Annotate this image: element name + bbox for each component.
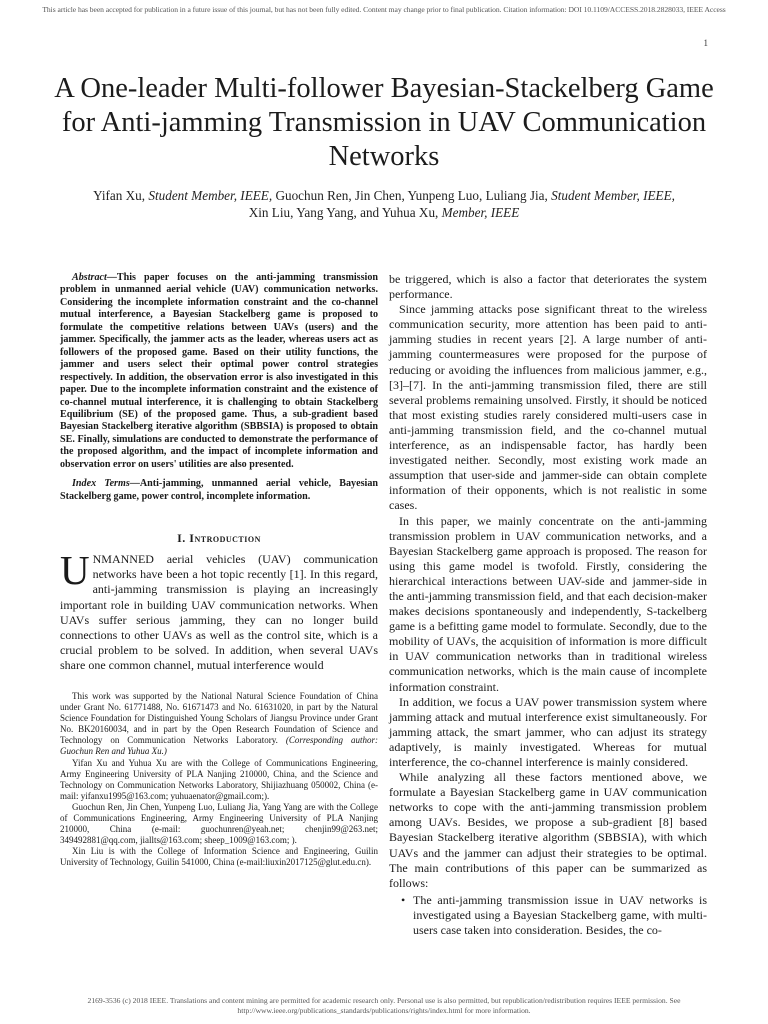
body-paragraph: Since jamming attacks pose significant threat to the wireless communication security, more attention has been paid to anti-jamming studies in recent years [2]. A large number of anti-jamming countermeasures were proposed for the purpose of reducing or avoiding the influences from malicious jammer, e.g., [3]–[7]. In the anti-jamming transmission filed, there are still several problems remaining unsolved. Firstly, it should be noticed that most existing studies rarely considered multi-users case in anti-jamming transmission field, and the co-channel mutual interference, as an indispensable factor, has hardly been investigated neither. Secondly, most existing work made an assumption that user-side and jammer-side can obtain complete information of their opponents, which is not realistic in some cases.	[389, 302, 707, 513]
left-column	[60, 272, 378, 869]
author-text: Xin Liu, Yang Yang, and Yuhua Xu,	[248, 205, 442, 220]
author-list	[40, 187, 728, 221]
membership-note: Member, IEEE	[441, 205, 520, 220]
body-paragraph: In addition, we focus a UAV power transmission system where jamming attack and mutual interference exist simultaneously. For jamming attack, the smart jammer, who can adjust its strategy adaptively, is mainly investigated. Whereas for mutual interference, the co-channel interference is mainly considered.	[389, 694, 707, 769]
author-text: Guochun Ren, Jin Chen, Yunpeng Luo, Luliang Jia,	[272, 188, 552, 203]
body-paragraph: be triggered, which is also a factor that deteriorates the system performance.	[389, 272, 707, 302]
list-item-text: The anti-jamming transmission issue in UAV networks is investigated using a Bayesian Stackelberg game, with multi-users case taken into consideration. Besides, the co-	[413, 892, 707, 938]
index-terms	[60, 478, 378, 503]
right-column	[389, 272, 707, 938]
abstract-text: —This paper focuses on the anti-jamming transmission problem in unmanned aerial vehicle (UAV) communication networks. Considering the incomplete information constraint and the co-channel mutual interference, a Bayesian Stackelberg game is proposed to formulate the competitive relations between UAVs (users) and the jammer. Specifically, the jammer acts as the leader, whereas users act as followers of the proposed game. Based on their utility functions, the jammer and users select their optimal power control strategies respectively. In addition, the observation error is also investigated in this paper. Due to the incomplete information constraint and the existence of co-channel mutual interference, it is challenging to obtain Stackelberg Equilibrium (SE) of the proposed game. Thus, a sub-gradient based Bayesian Stackelberg iterative algorithm (SBBSIA) is proposed to obtain SE. Finally, simulations are conducted to demonstrate the performance of the proposed algorithm, and the impact of incomplete information and observation error on users' utilities are also presented.	[60, 272, 378, 470]
bullet-icon: •	[401, 892, 406, 907]
index-terms-label: Index Terms	[72, 478, 130, 490]
list-item	[389, 893, 707, 938]
body-paragraph: While analyzing all these factors mentioned above, we formulate a Bayesian Stackelberg game in UAV communication networks to cope with the anti-jamming transmission problem among UAVs. Besides, we propose a sub-gradient [8] based Bayesian Stackelberg iterative algorithm (SBBSIA), with which UAVs and the jammer can adjust their strategies to be optimal. The main contributions of this paper can be summarized as follows:	[389, 770, 707, 890]
section-heading-introduction: I. Introduction	[177, 531, 261, 546]
contribution-list	[389, 893, 707, 938]
copyright-footer	[0, 996, 768, 1016]
drop-cap: U	[60, 547, 90, 594]
page-number: 1	[703, 38, 708, 48]
journal-acceptance-notice: This article has been accepted for publication in a future issue of this journal, but has not been fully edited. Content may change prior to final publication. Citation information: DOI 10.1109/ACCESS.2018.2828033, IEEE Access	[42, 5, 726, 14]
footnotes	[60, 691, 378, 869]
body-paragraph: In this paper, we mainly concentrate on the anti-jamming transmission problem in UAV communication networks, and a Bayesian Stackelberg game approach is proposed. The reason for using this game model is twofold. Firstly, considering the hierarchical interactions between UAV-side and jammer-side in the anti-jamming transmission field, and that each decision-maker makes decisions spontaneously and independently, S-tackelberg game is a befitting game model to formulate. Secondly, due to the mobility of UAVs, the acquisition of information is more difficult in UAV communication networks than in traditional wireless communication networks, which is the main cause of incomplete information constraint.	[389, 513, 707, 694]
footnote-funding-text: This work was supported by the National Natural Science Foundation of China under Grant No. 61771488, No. 61671473 and No. 61631020, in part by the Natural Science Foundation for Distinguished Young Scholars of Jiangsu Province under Grant No. BK20160034, and in part by the Open Research Foundation of Science and Technology on Communication Networks Laboratory.	[60, 691, 378, 746]
introduction-paragraph	[60, 547, 378, 673]
abstract-label: Abstract	[72, 272, 107, 283]
footnote-affiliation: Yifan Xu and Yuhua Xu are with the College of Communications Engineering, Army Engineering University of PLA Nanjing 210000, China, and the Science and Technology on Communication Networks Laboratory, Shijiazhuang 050002, China (e-mail: yifanxu1995@163.com; yuhuaenator@gmail.com;).	[60, 757, 378, 801]
introduction-text: NMANNED aerial vehicles (UAV) communication networks have been a hot topic recently [1]. In this regard, anti-jamming transmission is playing an increasingly important role in building UAV communication networks. When UAVs suffer serious jamming, they can no longer build connections to other UAVs as well as the control site, which is a crucial problem to be solved. In addition, when several UAVs share one common channel, mutual interference would	[60, 552, 378, 672]
rights-link-line: http://www.ieee.org/publications_standards/publications/rights/index.html for more information.	[237, 1006, 531, 1015]
membership-note: Student Member, IEEE,	[551, 188, 675, 203]
membership-note: Student Member, IEEE,	[148, 188, 273, 203]
corresponding-author-note: (Corresponding author: Guochun Ren and Yuhua Xu.)	[60, 735, 378, 757]
footnote-funding	[60, 691, 378, 758]
author-text: Yifan Xu,	[93, 188, 149, 203]
abstract	[60, 272, 378, 471]
footnote-affiliation: Guochun Ren, Jin Chen, Yunpeng Luo, Luliang Jia, Yang Yang are with the College of Communications Engineering, Army Engineering University of PLA Nanjing 210000, China (e-mail: guochunren@yeah.net; chenjin99@263.net; 349492881@qq.com, jiallts@163.com; sheep_1009@163.com; ).	[60, 801, 378, 846]
paper-title: A One-leader Multi-follower Bayesian-Stackelberg Game for Anti-jamming Transmission in UAV Communication Networks	[54, 73, 714, 172]
copyright-line: 2169-3536 (c) 2018 IEEE. Translations and content mining are permitted for academic research only. Personal use is also permitted, but republication/redistribution requires IEEE permission. See	[87, 996, 681, 1005]
index-terms-text: —Anti-jamming, unmanned aerial vehicle, Bayesian Stackelberg game, power control, incomplete information.	[60, 478, 378, 502]
footnote-affiliation: Xin Liu is with the College of Information Science and Engineering, Guilin University of Technology, Guilin 541000, China (e-mail:liuxin2017125@glut.edu.cn).	[60, 846, 378, 868]
